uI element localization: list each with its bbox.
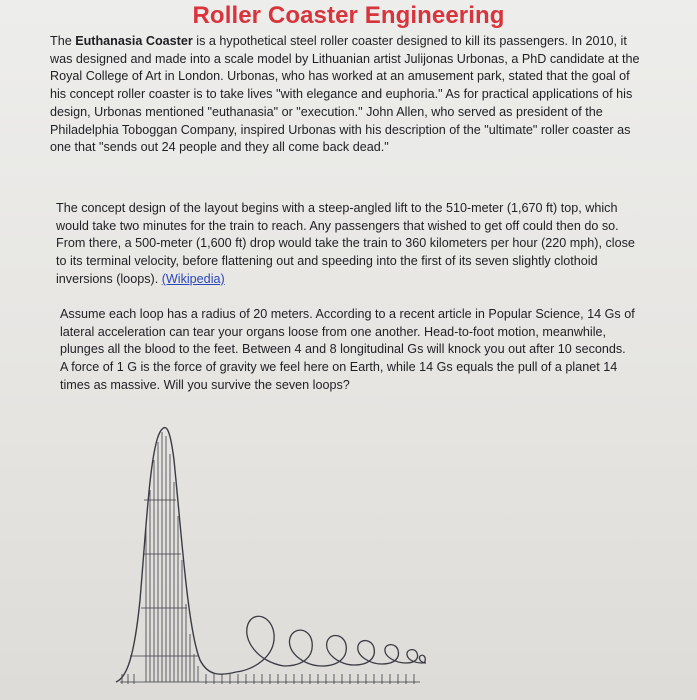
support-lattice	[130, 432, 198, 682]
page-title: Roller Coaster Engineering	[192, 2, 505, 29]
concept-paragraph	[56, 200, 636, 289]
problem-text: Assume each loop has a radius of 20 meters. According to a recent article in Popular Science, 14 Gs of lateral acceleration can tear your organs loose from one another. Head-to-foot motion, meanwhile, plunges all the blood to the feet. Between 4 and 8 longitudinal Gs will knock you out after 10 seconds. A force of 1 G is the force of gravity we feel here on Earth, while 14 Gs equals the pull of a planet 14 times as massive. Will you survive the seven loops?	[60, 307, 635, 392]
problem-paragraph	[60, 306, 636, 395]
intro-paragraph	[50, 33, 640, 157]
ground-ties	[120, 674, 420, 684]
concept-text: The concept design of the layout begins with a steep-angled lift to the 510-meter (1,670 ft) top, which would take two minutes for the train to reach. Any passengers that wished to get off could then do so. From there, a 500-meter (1,600 ft) drop would take the train to 360 kilometers per hour (220 mph), close to its terminal velocity, before flattening out and speeding into the first of its seven slightly clothoid inversions (loops).	[56, 201, 635, 286]
wikipedia-link[interactable]: (Wikipedia)	[161, 271, 225, 286]
roller-coaster-diagram-icon	[108, 420, 428, 690]
intro-prefix: The	[50, 34, 76, 48]
lift-hill-track	[116, 428, 236, 682]
inversion-loops	[236, 616, 426, 672]
intro-text: is a hypothetical steel roller coaster designed to kill its passengers. In 2010, it was designed and made into a scale model by Lithuanian artist Julijonas Urbonas, a PhD candidate at the Royal College of Art in London. Urbonas, who has worked at an amusement park, stated that the goal of his concept roller coaster is to take lives "with elegance and euphoria." As for practical applications of his design, Urbonas mentioned "euthanasia" or "execution." John Allen, who served as president of the Philadelphia Toboggan Company, inspired Urbonas with his description of the "ultimate" roller coaster as one that "sends out 24 people and they all come back dead."	[50, 34, 640, 155]
coaster-name: Euthanasia Coaster	[75, 34, 193, 48]
